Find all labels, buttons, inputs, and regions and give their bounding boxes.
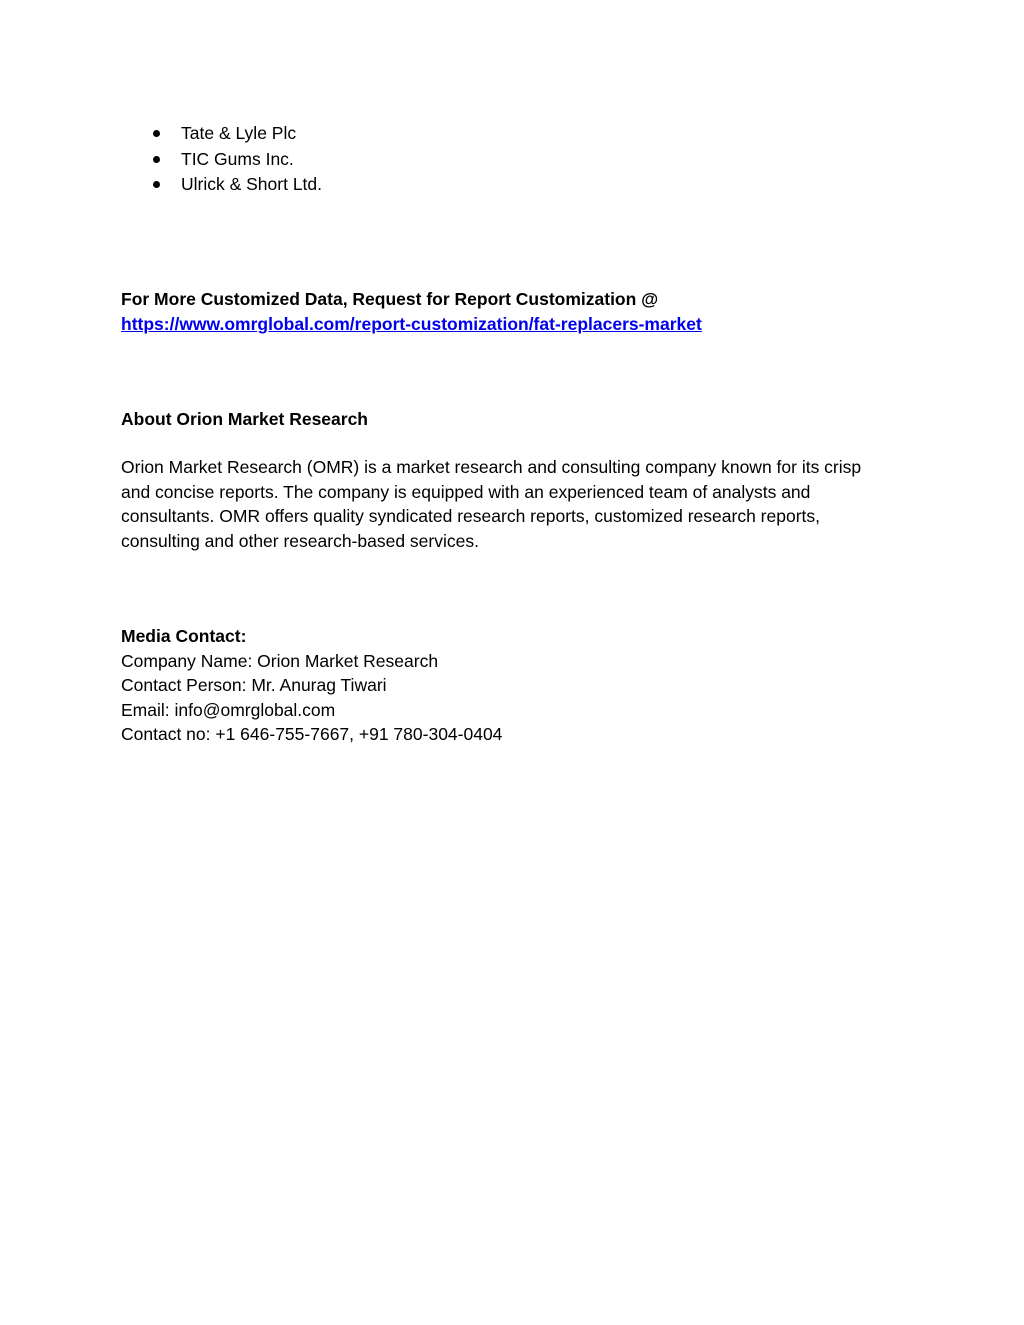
customization-heading: For More Customized Data, Request for Report Customization @ [121,289,659,309]
contact-email: Email: info@omrglobal.com [121,699,336,720]
bullet-icon [153,181,160,188]
contact-company: Company Name: Orion Market Research [121,650,439,671]
about-line: consultants. OMR offers quality syndicated research reports, customized research reports, [121,506,821,526]
contact-phone: Contact no: +1 646-755-7667, +91 780-304-0404 [121,724,503,744]
customization-section [121,287,702,336]
contact-person: Contact Person: Mr. Anurag Tiwari [121,675,387,695]
list-item-text: Ulrick & Short Ltd. [181,174,323,194]
list-item-text: TIC Gums Inc. [181,148,294,169]
media-contact-section [121,624,502,747]
about-paragraph [121,455,921,553]
list-item-text: Tate & Lyle Plc [181,123,297,143]
bullet-icon [153,130,160,137]
bullet-icon [153,156,160,163]
about-line: consulting and other research-based services. [121,530,479,551]
about-line: Orion Market Research (OMR) is a market research and consulting company known for its crisp [121,457,862,477]
about-heading-text: About Orion Market Research [121,409,368,429]
customization-link[interactable]: https://www.omrglobal.com/report-customization/fat-replacers-market [121,313,702,334]
about-heading [121,407,368,432]
media-contact-heading: Media Contact: [121,626,247,646]
about-line: and concise reports. The company is equipped with an experienced team of analysts and [121,481,811,502]
